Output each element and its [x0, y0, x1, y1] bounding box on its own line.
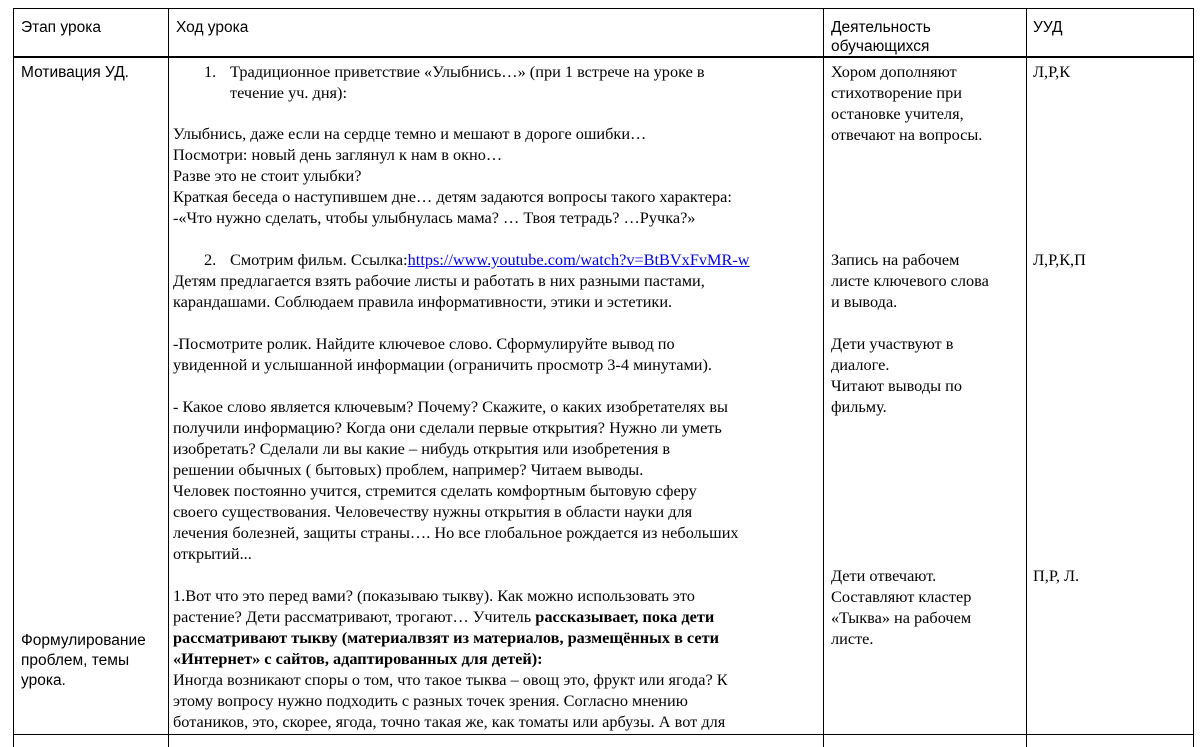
conversation-line: Краткая беседа о наступившем дне… детям задаются вопросы такого характера: — [173, 187, 732, 206]
conversation-line: -«Что нужно сделать, чтобы улыбнулась мама? … Твоя тетрадь? …Ручка?» — [173, 208, 696, 227]
uud2: Л,Р,К,П — [1033, 250, 1086, 269]
activity3-line: Дети отвечают. — [831, 566, 937, 585]
activity1-line: стихотворение при — [831, 83, 962, 102]
stage-problem-formulation: Формулирование — [21, 632, 146, 649]
item2-line: Детям предлагается взять рабочие листы и работать в них разными пастами, — [173, 271, 705, 290]
table-border-top — [13, 8, 1194, 9]
activity1-line: Хором дополняют — [831, 62, 957, 81]
pumpkin-text-line: этому вопросу нужно подходить с разных точек зрения. Согласно мнению — [173, 691, 688, 710]
pumpkin-text-line: ботаников, это, скорее, ягода, точно такая же, как томаты или арбузы. А вот для — [173, 712, 726, 731]
pumpkin-bold-line: рассматривают тыкву (материалвзят из материалов, размещённых в сети — [173, 628, 719, 647]
header-activity-line2: обучающихся — [831, 38, 930, 55]
table-border-left — [13, 8, 14, 747]
column-divider-2 — [823, 8, 824, 747]
header-stage: Этап урока — [21, 19, 101, 36]
poem-line: Улыбнись, даже если на сердце темно и мешают в дороге ошибки… — [173, 124, 647, 143]
question-line: изобретать? Сделали ли вы какие – нибудь открытия или изобретения в — [173, 439, 671, 458]
pumpkin-line-bold: рассказывает, пока дети — [535, 607, 715, 626]
poem-line: Разве это не стоит улыбки? — [173, 166, 362, 185]
activity2-line: Читают выводы по — [831, 376, 962, 395]
conclusion-line: Человек постоянно учится, стремится сделать комфортным бытовую сферу — [173, 481, 697, 500]
header-progress: Ход урока — [176, 19, 249, 36]
instruction-line: увиденной и услышанной информации (ограничить просмотр 3-4 минутами). — [173, 355, 712, 374]
activity3-line: листе. — [831, 629, 874, 648]
item2-number: 2. — [204, 250, 217, 269]
instruction-line: -Посмотрите ролик. Найдите ключевое слово. Сформулируйте вывод по — [173, 334, 675, 353]
activity1-line: отвечают на вопросы. — [831, 125, 983, 144]
question-line: решении обычных ( бытовых) проблем, например? Читаем выводы. — [173, 460, 644, 479]
lesson-plan-table — [13, 8, 1194, 747]
pumpkin-line: 1.Вот что это перед вами? (показываю тыкву). Как можно использовать это — [173, 586, 695, 605]
pumpkin-line-normal: растение? Дети рассматривают, трогают… Учитель — [173, 607, 536, 626]
activity2-line: и вывода. — [831, 292, 898, 311]
stage-motivation: Мотивация УД. — [21, 64, 129, 81]
item1-number: 1. — [204, 62, 217, 81]
item2-label: Смотрим фильм. Ссылка: — [230, 250, 408, 269]
uud1: Л,Р,К — [1033, 62, 1071, 81]
activity2-line: фильму. — [831, 397, 887, 416]
header-uud: УУД — [1033, 19, 1063, 36]
table-border-right — [1193, 8, 1194, 747]
pumpkin-text-line: Иногда возникают споры о том, что такое тыква – овощ это, фрукт или ягода? К — [173, 670, 728, 689]
conclusion-line: своего существования. Человечеству нужны открытия в области науки для — [173, 502, 693, 521]
table-border-bottom — [13, 734, 1194, 735]
header-divider — [13, 56, 1194, 58]
activity2-line: Дети участвуют в — [831, 334, 954, 353]
activity2-line: диалоге. — [831, 355, 890, 374]
question-line: - Какое слово является ключевым? Почему? Скажите, о каких изобретателях вы — [173, 397, 728, 416]
stage-problem-formulation: проблем, темы — [21, 652, 130, 669]
youtube-link[interactable]: https://www.youtube.com/watch?v=BtBVxFvMR-w — [407, 250, 750, 269]
column-divider-1 — [168, 8, 169, 747]
header-activity-line1: Деятельность — [831, 19, 931, 36]
item2-text — [230, 250, 750, 271]
pumpkin-bold-line: «Интернет» с сайтов, адаптированных для детей): — [173, 649, 543, 668]
activity3-line: «Тыква» на рабочем — [831, 608, 972, 627]
item1-line2: течение уч. дня): — [230, 83, 347, 102]
conclusion-line: лечения болезней, защиты страны…. Но все глобальное рождается из небольших — [173, 523, 739, 542]
item2-line: карандашами. Соблюдаем правила информативности, этики и эстетики. — [173, 292, 673, 311]
activity2-line: Запись на рабочем — [831, 250, 960, 269]
pumpkin-line — [173, 607, 714, 628]
activity3-line: Составляют кластер — [831, 587, 972, 606]
conclusion-line: открытий... — [173, 544, 252, 563]
column-divider-3 — [1026, 8, 1027, 747]
question-line: получили информацию? Когда они сделали первые открытия? Нужно ли уметь — [173, 418, 722, 437]
poem-line: Посмотри: новый день заглянул к нам в окно… — [173, 145, 503, 164]
item1-line1: Традиционное приветствие «Улыбнись…» (при 1 встрече на уроке в — [230, 62, 705, 81]
stage-problem-formulation: урока. — [21, 672, 66, 689]
activity1-line: остановке учителя, — [831, 104, 964, 123]
activity2-line: листе ключевого слова — [831, 271, 989, 290]
uud3: П,Р, Л. — [1033, 566, 1080, 585]
